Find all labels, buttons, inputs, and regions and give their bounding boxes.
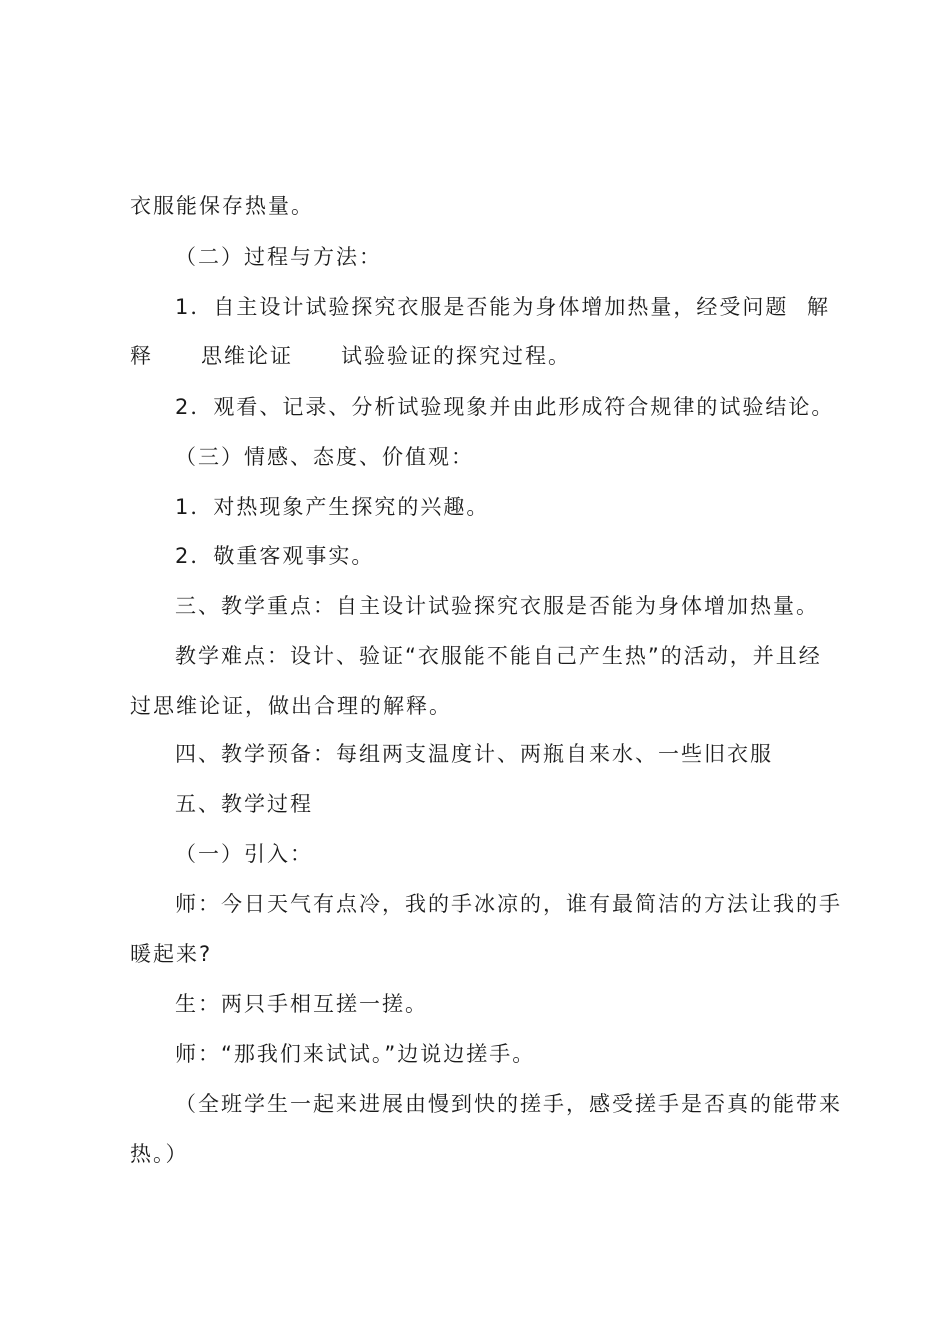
text-line [175, 293, 830, 321]
text-segment: 解 [807, 295, 830, 319]
text-line: 热。） [130, 1142, 189, 1166]
text-line: 1．对热现象产生探究的兴趣。 [175, 495, 490, 519]
text-line: 生：两只手相互搓一搓。 [175, 992, 428, 1016]
text-segment: 1．自主设计试验探究衣服是否能为身体增加热量，经受问题 [175, 295, 789, 319]
text-line: 师：今日天气有点冷，我的手冰凉的，谁有最简洁的方法让我的手 [175, 892, 842, 916]
text-line: 师：“那我们来试试。”边说边搓手。 [175, 1042, 536, 1066]
section-heading: 四、教学预备：每组两支温度计、两瓶自来水、一些旧衣服 [175, 742, 773, 766]
text-line: 2．敬重客观事实。 [175, 544, 375, 568]
text-segment: 试验验证的探究过程。 [341, 344, 571, 368]
section-heading: （二）过程与方法： [175, 245, 382, 269]
section-heading: 三、教学重点：自主设计试验探究衣服是否能为身体增加热量。 [175, 594, 819, 618]
section-heading: 五、教学过程 [175, 792, 313, 816]
section-heading: （一）引入： [175, 842, 313, 866]
text-segment: 思维论证 [201, 344, 293, 368]
text-line: 衣服能保存热量。 [130, 194, 314, 218]
text-line: 暖起来? [130, 942, 213, 966]
text-segment: 释 [130, 344, 153, 368]
text-line [130, 342, 830, 370]
text-line: 过思维论证，做出合理的解释。 [130, 694, 452, 718]
section-heading: （三）情感、态度、价值观： [175, 445, 474, 469]
text-line: （全班学生一起来进展由慢到快的搓手，感受搓手是否真的能带来 [175, 1092, 842, 1116]
text-line: 2．观看、记录、分析试验现象并由此形成符合规律的试验结论。 [175, 395, 835, 419]
text-line: 教学难点：设计、验证“衣服能不能自己产生热”的活动，并且经 [175, 644, 822, 668]
